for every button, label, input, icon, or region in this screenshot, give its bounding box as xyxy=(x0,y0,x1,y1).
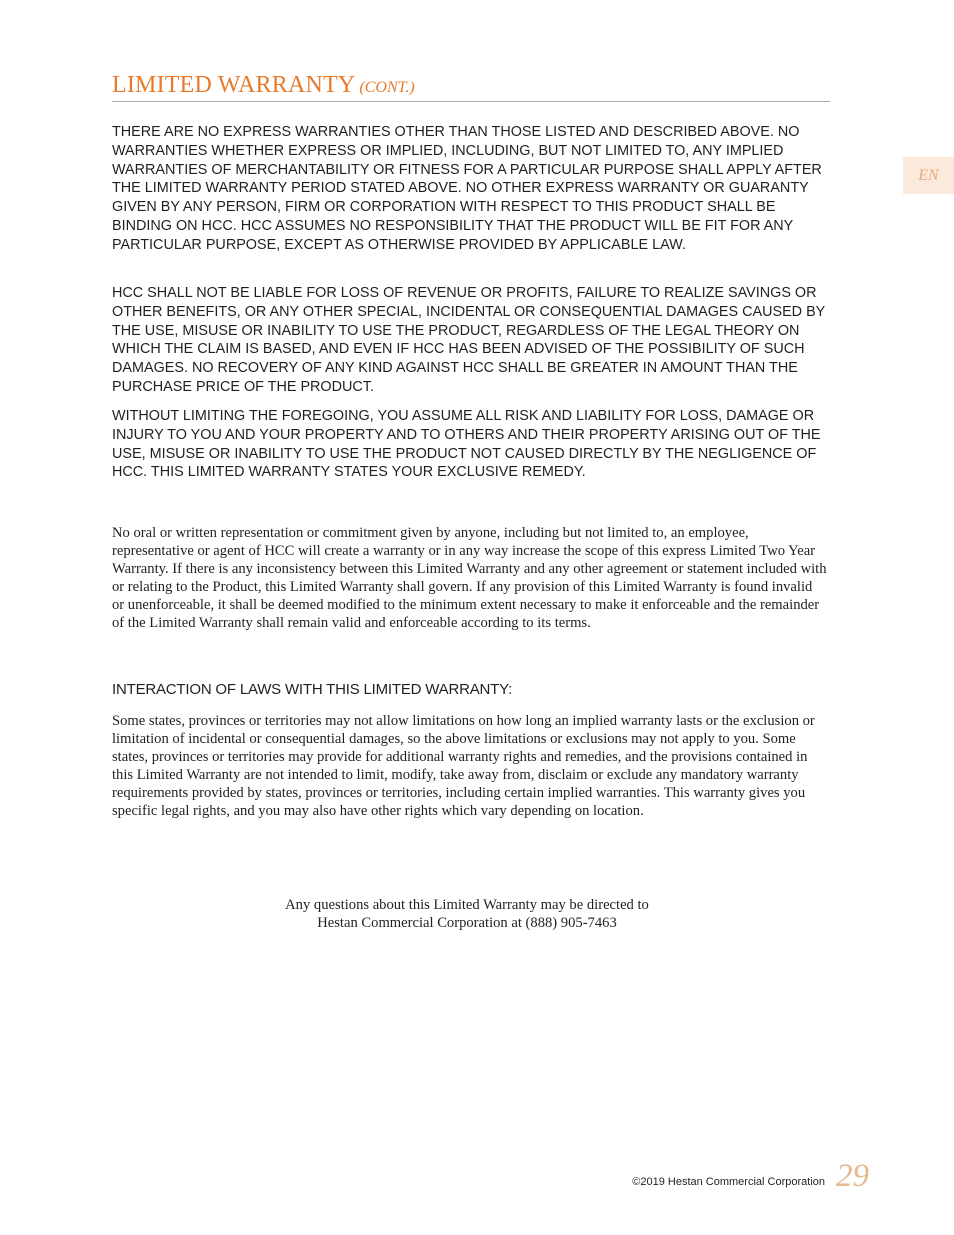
heading-title: LIMITED WARRANTY xyxy=(112,72,356,98)
page-heading xyxy=(112,70,830,102)
paragraph-liability-limitation: HCC SHALL NOT BE LIABLE FOR LOSS OF REVENUE OR PROFITS, FAILURE TO REALIZE SAVINGS OR OTHER BENEFITS, OR ANY OTHER SPECIAL, INCIDENTAL OR CONSEQUENTIAL DAMAGES CAUSED BY THE USE, MISUSE OR INABILITY TO USE THE PRODUCT, REGARDLESS OF THE LEGAL THEORY ON WHICH THE CLAIM IS BASED, AND EVEN IF HCC HAS BEEN ADVISED OF THE POSSIBILITY OF SUCH DAMAGES. NO RECOVERY OF ANY KIND AGAINST HCC SHALL BE GREATER IN AMOUNT THAN THE PURCHASE PRICE OF THE PRODUCT. xyxy=(112,285,826,395)
language-tab: EN xyxy=(903,157,954,194)
paragraph-assumption-of-risk: WITHOUT LIMITING THE FOREGOING, YOU ASSUME ALL RISK AND LIABILITY FOR LOSS, DAMAGE OR INJURY TO YOU AND YOUR PROPERTY AND TO OTHERS AND THEIR PROPERTY ARISING OUT OF THE USE, MISUSE OR INABILITY TO USE THE PRODUCT NOT CAUSED DIRECTLY BY THE NEGLIGENCE OF HCC. THIS LIMITED WARRANTY STATES YOUR EXCLUSIVE REMEDY. xyxy=(112,408,821,481)
paragraph-representations: No oral or written representation or commitment given by anyone, including but not limited to, an employee, representative or agent of HCC will create a warranty or in any way increase the scope of this express Limited Two Year Warranty. If there is any inconsistency between this Limited Warranty and any other agreement or statement included with or relating to the Product, this Limited Warranty shall govern. If any provision of this Limited Warranty is found invalid or unenforceable, it shall be deemed modified to the minimum extent necessary to make it enforceable and the remainder of the Limited Warranty shall remain valid and enforceable according to its terms. xyxy=(112,525,827,631)
heading-continued: (CONT.) xyxy=(359,79,415,96)
page-number: 29 xyxy=(836,1158,869,1194)
paragraph-interaction-of-laws: Some states, provinces or territories may not allow limitations on how long an implied warranty lasts or the exclusion or limitation of incidental or consequential damages, so the above limitations or exclusions may not apply to you. Some states, provinces or territories may provide for additional warranty rights and remedies, and the provisions contained in this Limited Warranty are not intended to limit, modify, take away from, disclaim or exclude any mandatory warranty requirements provided by states, provinces or territories, including certain implied warranties. This warranty gives you specific legal rights, and you may also have other rights which vary depending on location. xyxy=(112,713,815,819)
paragraph-express-warranty-disclaimer: THERE ARE NO EXPRESS WARRANTIES OTHER THAN THOSE LISTED AND DESCRIBED ABOVE. NO WARRANTIES WHETHER EXPRESS OR IMPLIED, INCLUDING, BUT NOT LIMITED TO, ANY IMPLIED WARRANTIES OF MERCHANTABILITY OR FITNESS FOR A PARTICULAR PURPOSE SHALL APPLY AFTER THE LIMITED WARRANTY PERIOD STATED ABOVE. NO OTHER EXPRESS WARRANTY OR GUARANTY GIVEN BY ANY PERSON, FIRM OR CORPORATION WITH RESPECT TO THIS PRODUCT SHALL BE BINDING ON HCC. HCC ASSUMES NO RESPONSIBILITY THAT THE PRODUCT WILL BE FIT FOR ANY PARTICULAR PURPOSE, EXCEPT AS OTHERWISE PROVIDED BY APPLICABLE LAW. xyxy=(112,124,822,253)
contact-info xyxy=(112,896,822,932)
contact-line-2: Hestan Commercial Corporation at (888) 905-7463 xyxy=(317,915,617,931)
section-heading-interaction-of-laws: INTERACTION OF LAWS WITH THIS LIMITED WARRANTY: xyxy=(112,681,513,698)
contact-line-1: Any questions about this Limited Warranty may be directed to xyxy=(285,897,649,913)
footer-copyright: ©2019 Hestan Commercial Corporation xyxy=(632,1176,825,1188)
